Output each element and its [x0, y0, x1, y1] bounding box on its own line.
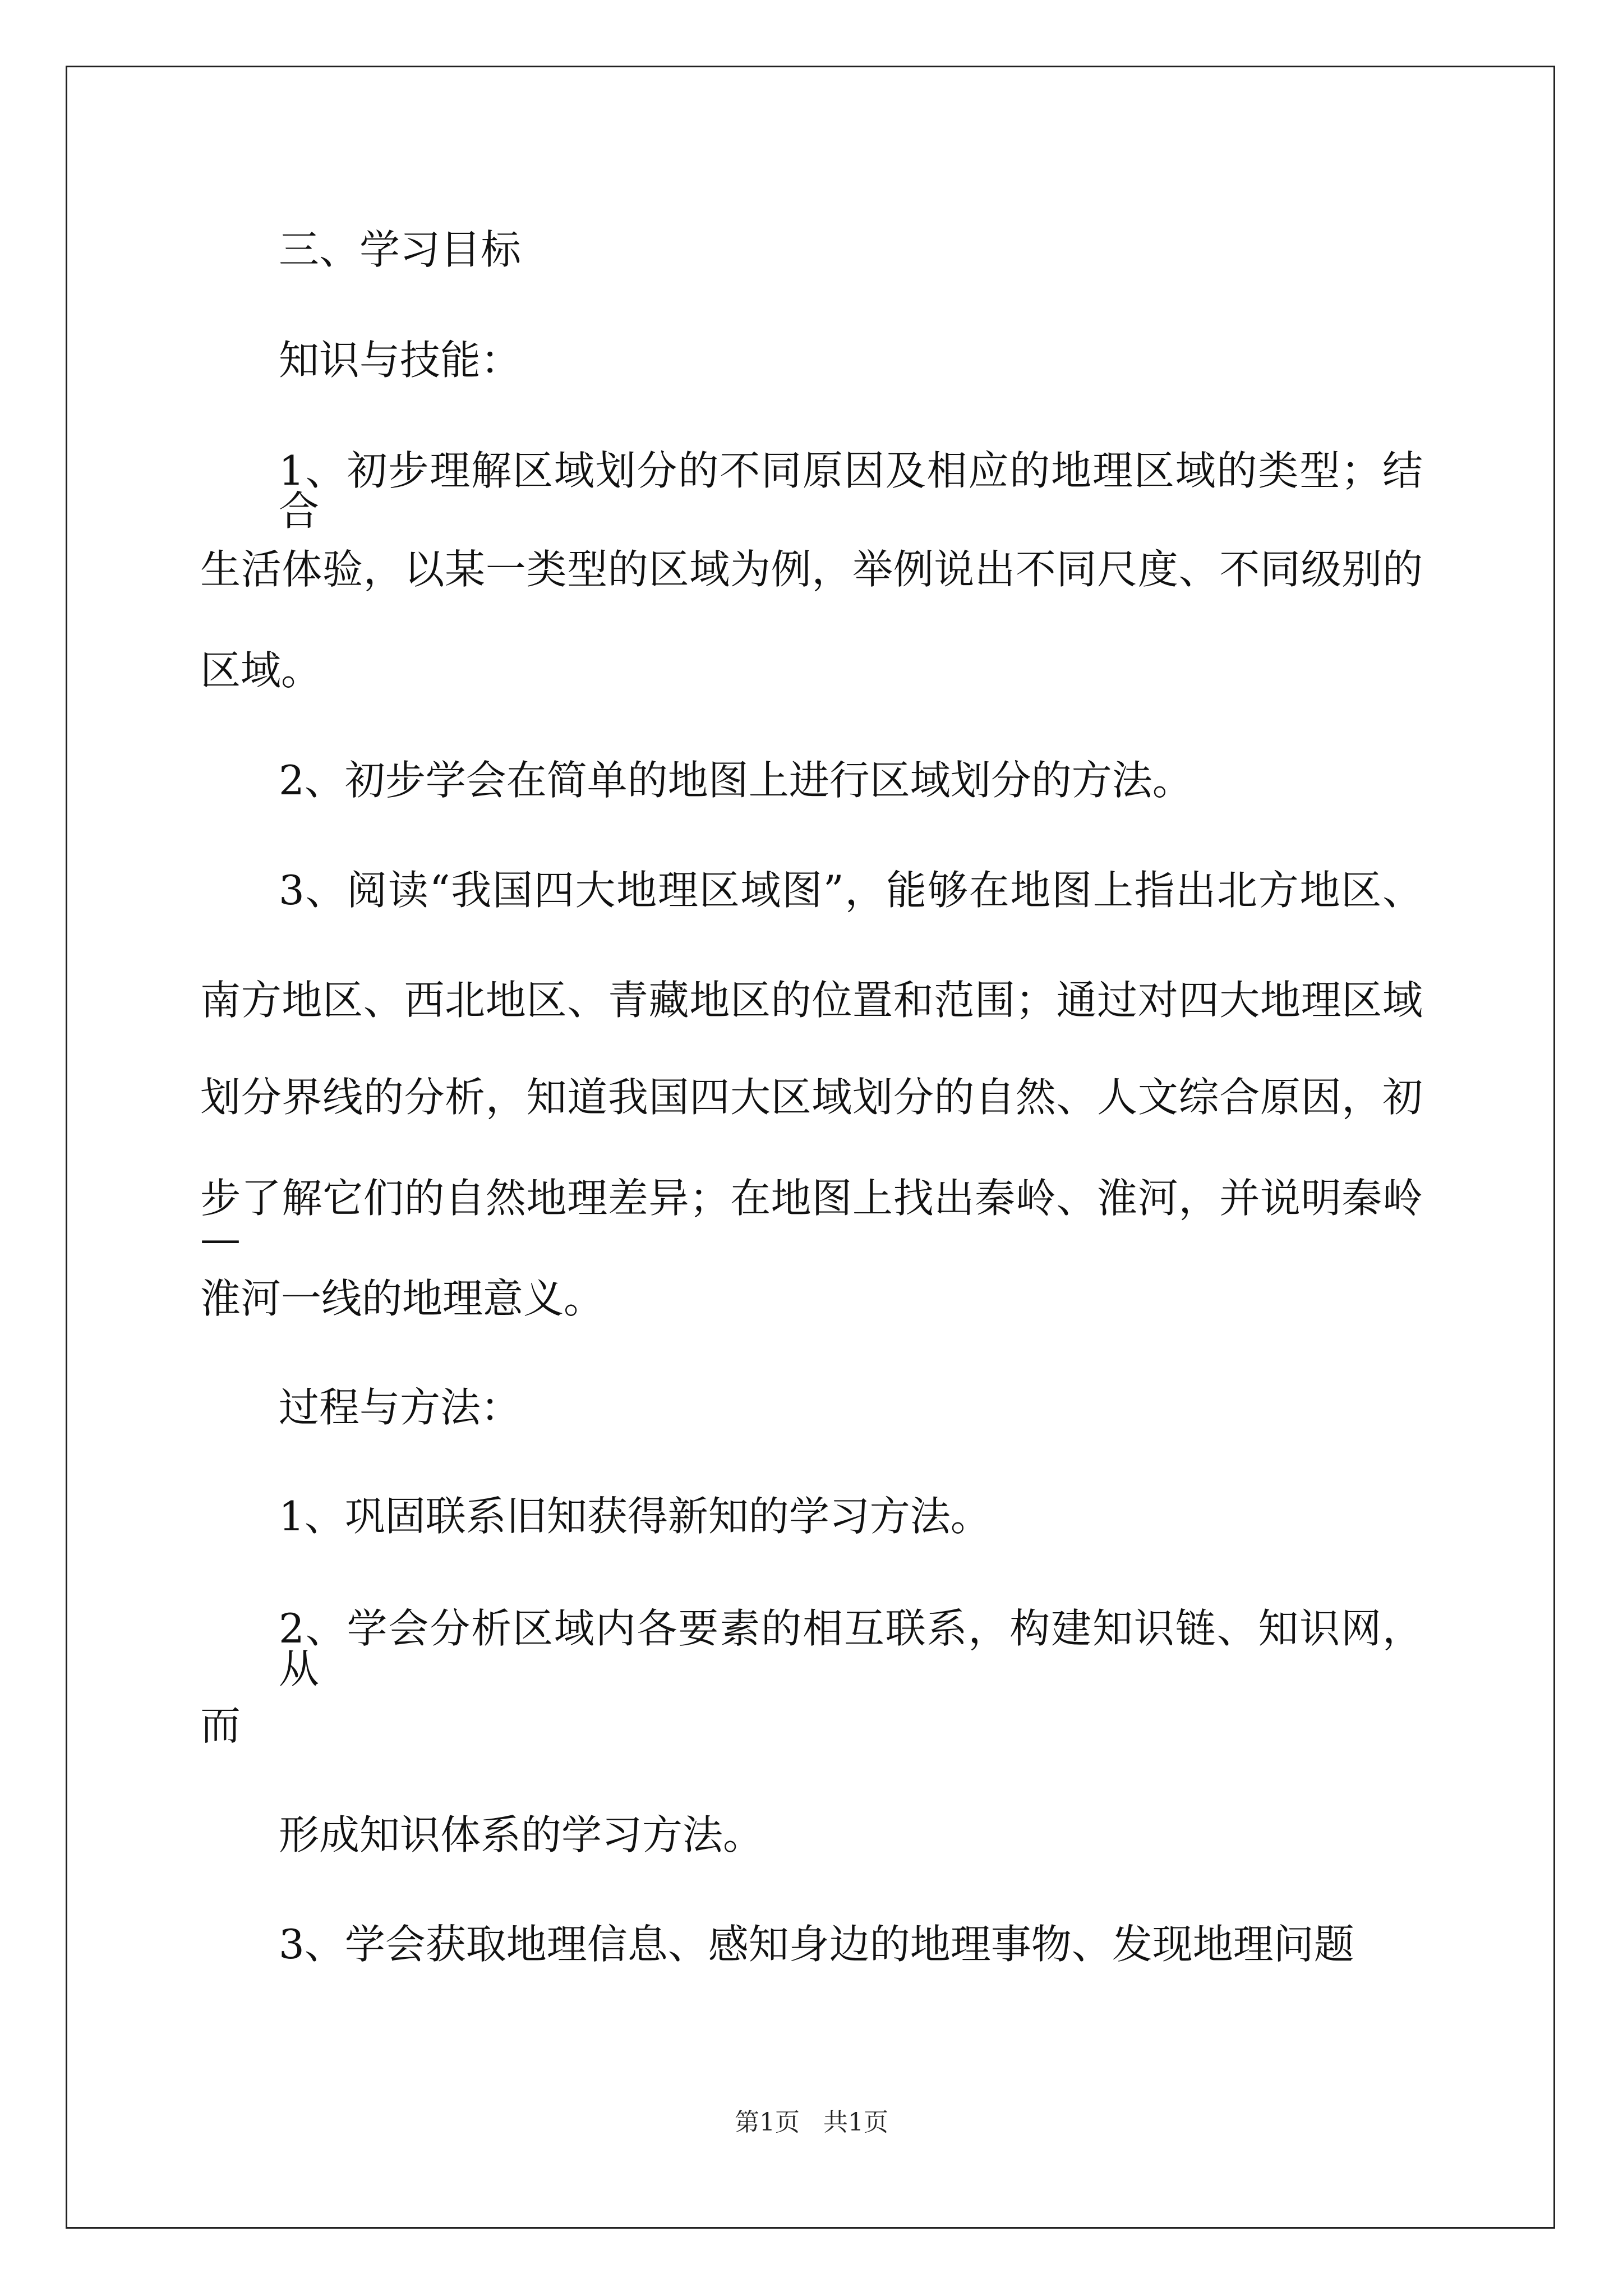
page-border: [66, 66, 1555, 2229]
knowledge-item-3-line-5: 淮河一线的地理意义。: [200, 1275, 605, 1322]
process-item-3-line-1: 3、学会获取地理信息、感知身边的地理事物、发现地理问题: [279, 1921, 1354, 1968]
knowledge-item-1-line-3: 区域。: [200, 647, 322, 694]
knowledge-item-1-line-1: 1、初步理解区域划分的不同原因及相应的地理区域的类型；结合: [279, 447, 1423, 535]
knowledge-item-3-line-4: 步了解它们的自然地理差异；在地图上找出秦岭、淮河，并说明秦岭—: [200, 1175, 1423, 1262]
knowledge-item-3-line-1: 3、阅读“我国四大地理区域图”，能够在地图上指出北方地区、: [279, 867, 1423, 914]
section-heading: 三、学习目标: [279, 226, 522, 273]
page-number-footer: 第1页 共1页: [735, 2108, 888, 2137]
knowledge-item-3-line-3: 划分界线的分析，知道我国四大区域划分的自然、人文综合原因，初: [200, 1074, 1423, 1121]
process-method-title: 过程与方法：: [279, 1384, 522, 1431]
process-item-2-line-3: 形成知识体系的学习方法。: [279, 1811, 764, 1858]
knowledge-item-2-line-1: 2、初步学会在简单的地图上进行区域划分的方法。: [279, 757, 1193, 804]
knowledge-item-1-line-2: 生活体验，以某一类型的区域为例，举例说出不同尺度、不同级别的: [200, 546, 1423, 593]
knowledge-item-3-line-2: 南方地区、西北地区、青藏地区的位置和范围；通过对四大地理区域: [200, 977, 1423, 1024]
process-item-2-line-2: 而: [200, 1702, 241, 1749]
process-item-1-line-1: 1、巩固联系旧知获得新知的学习方法。: [279, 1493, 991, 1540]
process-item-2-line-1: 2、学会分析区域内各要素的相互联系，构建知识链、知识网，从: [279, 1605, 1423, 1692]
knowledge-skills-title: 知识与技能：: [279, 337, 522, 384]
